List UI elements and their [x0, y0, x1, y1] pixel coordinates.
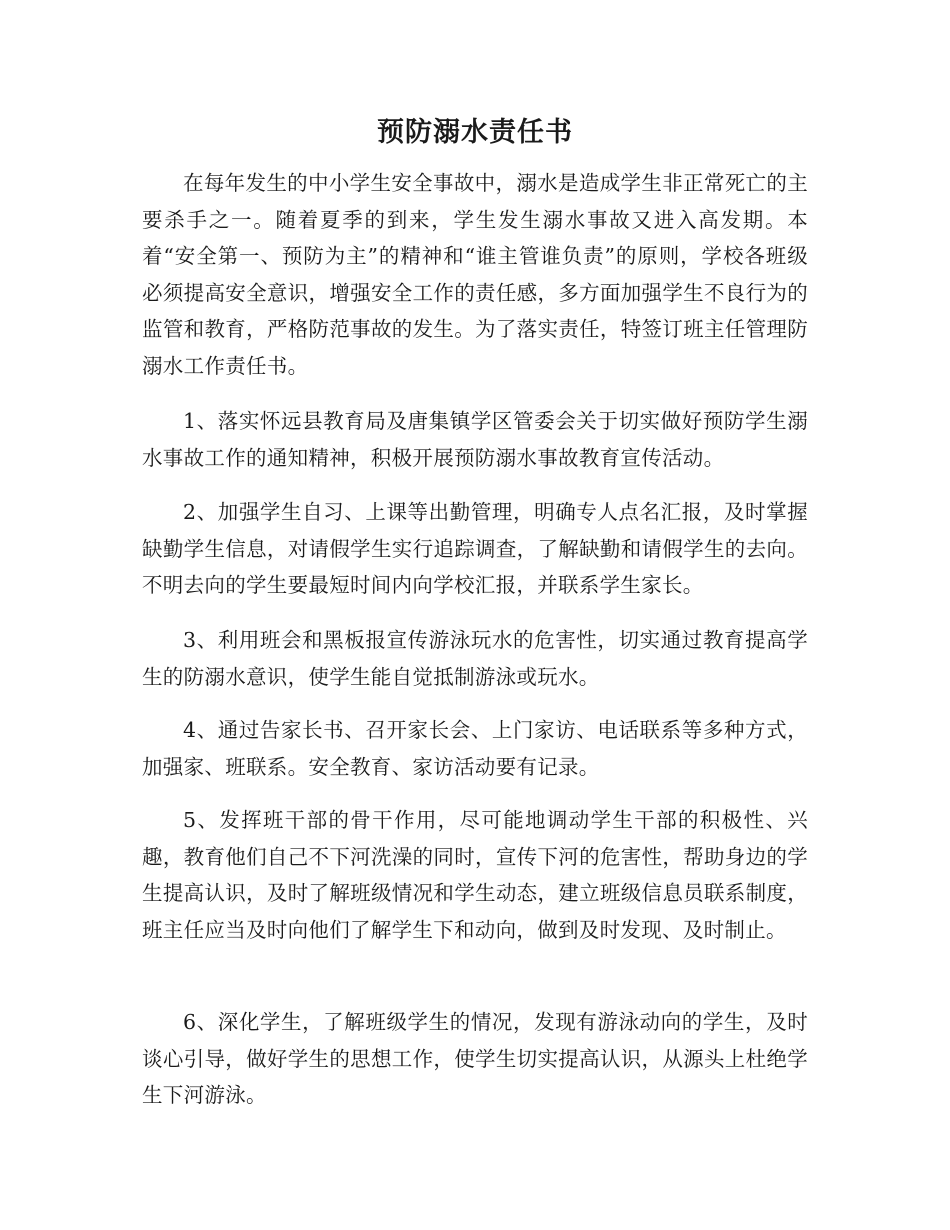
clause-paragraph-2: 2、加强学生自习、上课等出勤管理，明确专人点名汇报，及时掌握缺勤学生信息，对请假学生实行追踪调查，了解缺勤和请假学生的去向。不明去向的学生要最短时间内向学校汇报，并联系学生家长。 [142, 500, 808, 597]
clause-paragraph-4: 4、通过告家长书、召开家长会、上门家访、电话联系等多种方式，加强家、班联系。安全教育、家访活动要有记录。 [142, 718, 808, 779]
document-title: 预防溺水责任书 [377, 117, 573, 148]
clause-paragraph-3: 3、利用班会和黑板报宣传游泳玩水的危害性，切实通过教育提高学生的防溺水意识，使学生能自觉抵制游泳或玩水。 [142, 628, 808, 689]
intro-paragraph: 在每年发生的中小学生安全事故中，溺水是造成学生非正常死亡的主要杀手之一。随着夏季的到来，学生发生溺水事故又进入高发期。本着“安全第一、预防为主”的精神和“谁主管谁负责”的原则，学校各班级必须提高安全意识，增强安全工作的责任感，多方面加强学生不良行为的监管和教育，严格防范事故的发生。为了落实责任，特签订班主任管理防溺水工作责任书。 [142, 171, 808, 378]
clause-paragraph-1: 1、落实怀远县教育局及唐集镇学区管委会关于切实做好预防学生溺水事故工作的通知精神，积极开展预防溺水事故教育宣传活动。 [142, 409, 808, 470]
clause-paragraph-5: 5、发挥班干部的骨干作用，尽可能地调动学生干部的积极性、兴趣，教育他们自己不下河洗澡的同时，宣传下河的危害性，帮助身边的学生提高认识，及时了解班级情况和学生动态，建立班级信息员联系制度，班主任应当及时向他们了解学生下和动向，做到及时发现、及时制止。 [142, 808, 808, 942]
clause-paragraph-6: 6、深化学生，了解班级学生的情况，发现有游泳动向的学生，及时谈心引导，做好学生的思想工作，使学生切实提高认识，从源头上杜绝学生下河游泳。 [142, 1010, 808, 1107]
